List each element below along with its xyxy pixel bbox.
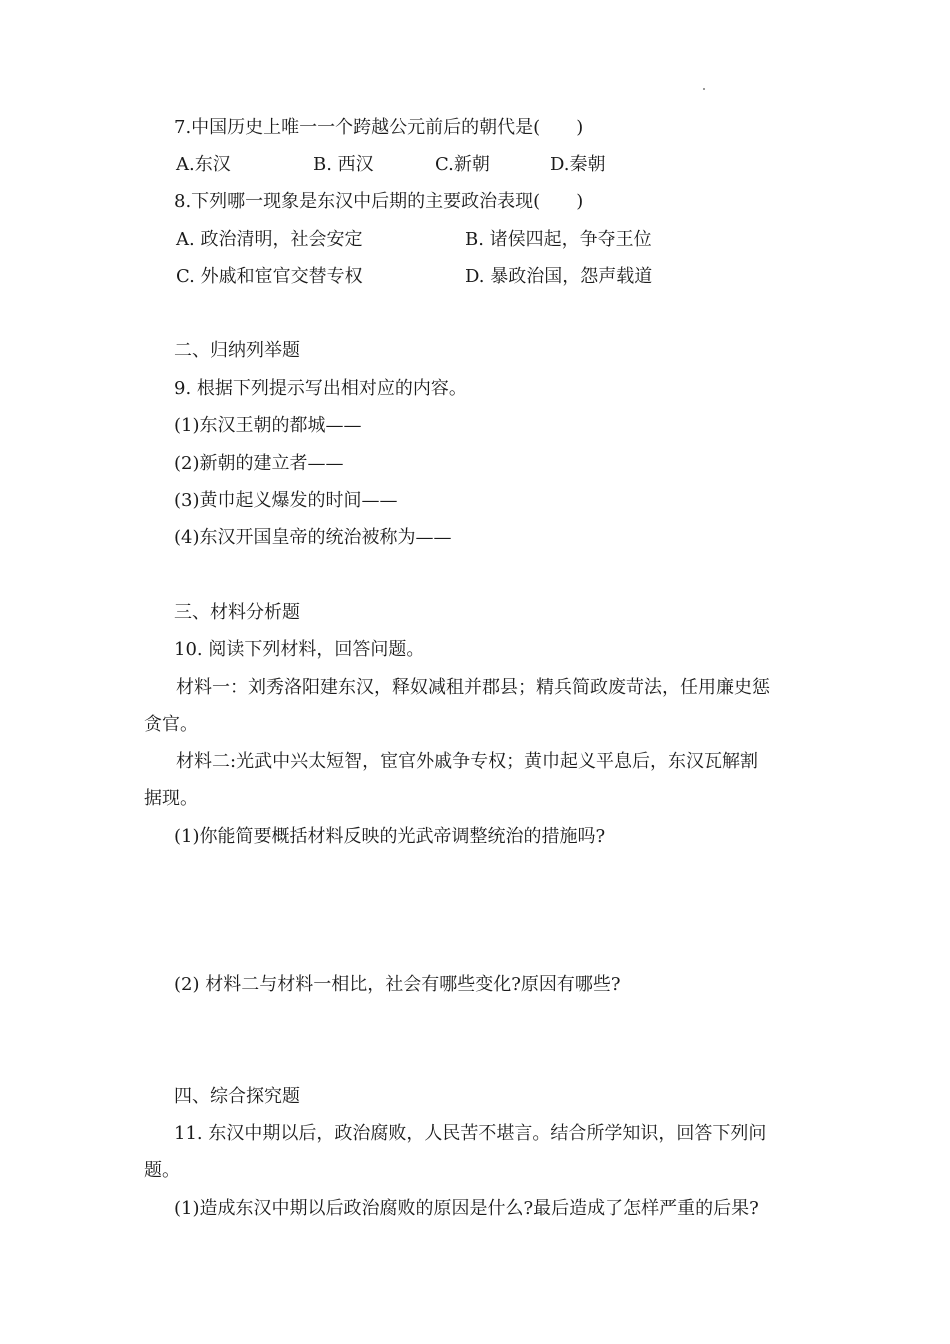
page-dot-mark bbox=[703, 88, 705, 90]
question-8-option-c: C. 外戚和宦官交替专权 bbox=[176, 266, 363, 287]
question-10-stem: 10. 阅读下列材料，回答问题。 bbox=[174, 639, 425, 660]
question-9-item-3: (3)黄巾起义爆发的时间—— bbox=[174, 490, 398, 511]
question-7-stem: 7.中国历史上唯一一个跨越公元前后的朝代是( ) bbox=[174, 117, 584, 138]
question-7-option-b: B. 西汉 bbox=[313, 154, 374, 175]
question-10-sub-2: (2) 材料二与材料一相比，社会有哪些变化?原因有哪些? bbox=[174, 974, 621, 995]
material-1-line-2: 贪官。 bbox=[144, 714, 198, 735]
question-8-option-d: D. 暴政治国，怨声载道 bbox=[465, 266, 653, 287]
section-2-title: 二、归纳列举题 bbox=[174, 340, 300, 361]
question-8-stem: 8.下列哪一现象是东汉中后期的主要政治表现( ) bbox=[174, 191, 584, 212]
question-9-item-4: (4)东汉开国皇帝的统治被称为—— bbox=[174, 527, 452, 548]
section-4-title: 四、综合探究题 bbox=[174, 1086, 300, 1107]
question-7-option-c: C.新朝 bbox=[435, 154, 490, 175]
question-8-option-a: A. 政治清明，社会安定 bbox=[176, 229, 363, 250]
question-9-stem: 9. 根据下列提示写出相对应的内容。 bbox=[174, 378, 467, 399]
question-11-line-2: 题。 bbox=[144, 1160, 180, 1181]
question-10-sub-1: (1)你能简要概括材料反映的光武帝调整统治的措施吗? bbox=[174, 826, 606, 847]
question-9-item-1: (1)东汉王朝的都城—— bbox=[174, 415, 362, 436]
question-7-option-a: A.东汉 bbox=[176, 154, 231, 175]
question-7-option-d: D.秦朝 bbox=[550, 154, 606, 175]
question-11-line-1: 11. 东汉中期以后，政治腐败，人民苦不堪言。结合所学知识，回答下列问 bbox=[174, 1123, 767, 1144]
section-3-title: 三、材料分析题 bbox=[174, 602, 300, 623]
material-2-line-1: 材料二:光武中兴太短智，宦官外戚争专权；黄巾起义平息后，东汉瓦解割 bbox=[176, 751, 759, 772]
question-8-option-b: B. 诸侯四起，争夺王位 bbox=[465, 229, 652, 250]
question-11-sub-1: (1)造成东汉中期以后政治腐败的原因是什么?最后造成了怎样严重的后果? bbox=[174, 1198, 759, 1219]
question-9-item-2: (2)新朝的建立者—— bbox=[174, 453, 344, 474]
material-2-line-2: 据现。 bbox=[144, 788, 198, 809]
material-1-line-1: 材料一：刘秀洛阳建东汉，释奴减租并郡县；精兵简政废苛法，任用廉史惩 bbox=[176, 677, 770, 698]
